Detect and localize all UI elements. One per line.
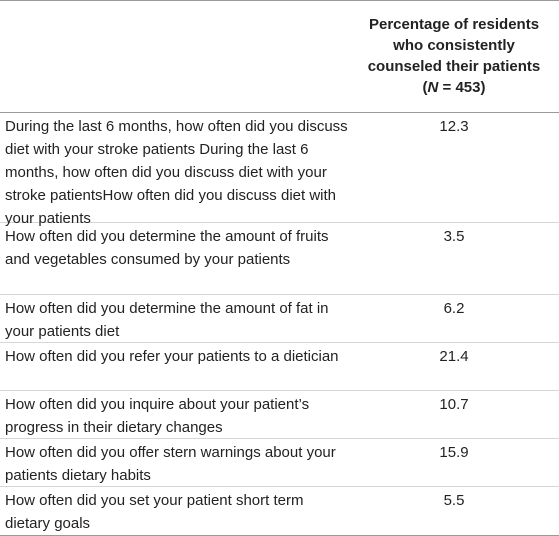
percentage-cell: 15.9	[439, 444, 469, 461]
percentage-cell: 12.3	[439, 118, 469, 135]
table-row	[0, 223, 559, 295]
percentage-cell: 5.5	[443, 492, 465, 509]
percentage-cell: 6.2	[443, 300, 465, 317]
table-row	[0, 439, 559, 487]
table-row	[0, 391, 559, 439]
percentage-cell: 10.7	[439, 396, 469, 413]
table-row	[0, 343, 559, 391]
table-row	[0, 113, 559, 227]
header-n-open: (	[422, 79, 428, 96]
question-cell: During the last 6 months, how often did you discuss diet with your stroke patients During the last 6 months, how often did you discuss diet with your stroke patientsHow often did you discuss diet with your patients	[5, 118, 348, 227]
question-cell: How often did you set your patient short term dietary goals	[5, 492, 304, 532]
question-cell: How often did you inquire about your patient’s progress in their dietary changes	[5, 396, 310, 436]
header-percentage-column	[355, 1, 559, 112]
question-cell: How often did you determine the amount of fat in your patients diet	[5, 300, 329, 340]
table-header	[0, 1, 559, 112]
percentage-cell: 3.5	[443, 228, 465, 245]
header-line-1: Percentage of residents	[368, 16, 540, 33]
header-line-3: counseled their patients	[367, 58, 541, 75]
percentage-cell: 21.4	[439, 348, 469, 365]
question-cell: How often did you offer stern warnings about your patients dietary habits	[5, 444, 336, 484]
table-row	[0, 487, 559, 535]
header-n-variable: N	[427, 79, 439, 96]
question-cell: How often did you determine the amount of fruits and vegetables consumed by your patients	[5, 228, 329, 268]
header-sample-size	[355, 77, 553, 98]
table-body	[0, 113, 559, 535]
header-n-value: = 453)	[438, 79, 486, 96]
header-question-column	[0, 1, 355, 112]
table-row	[0, 295, 559, 343]
header-line-2: who consistently	[393, 37, 515, 54]
question-cell: How often did you refer your patients to a dietician	[5, 348, 339, 365]
